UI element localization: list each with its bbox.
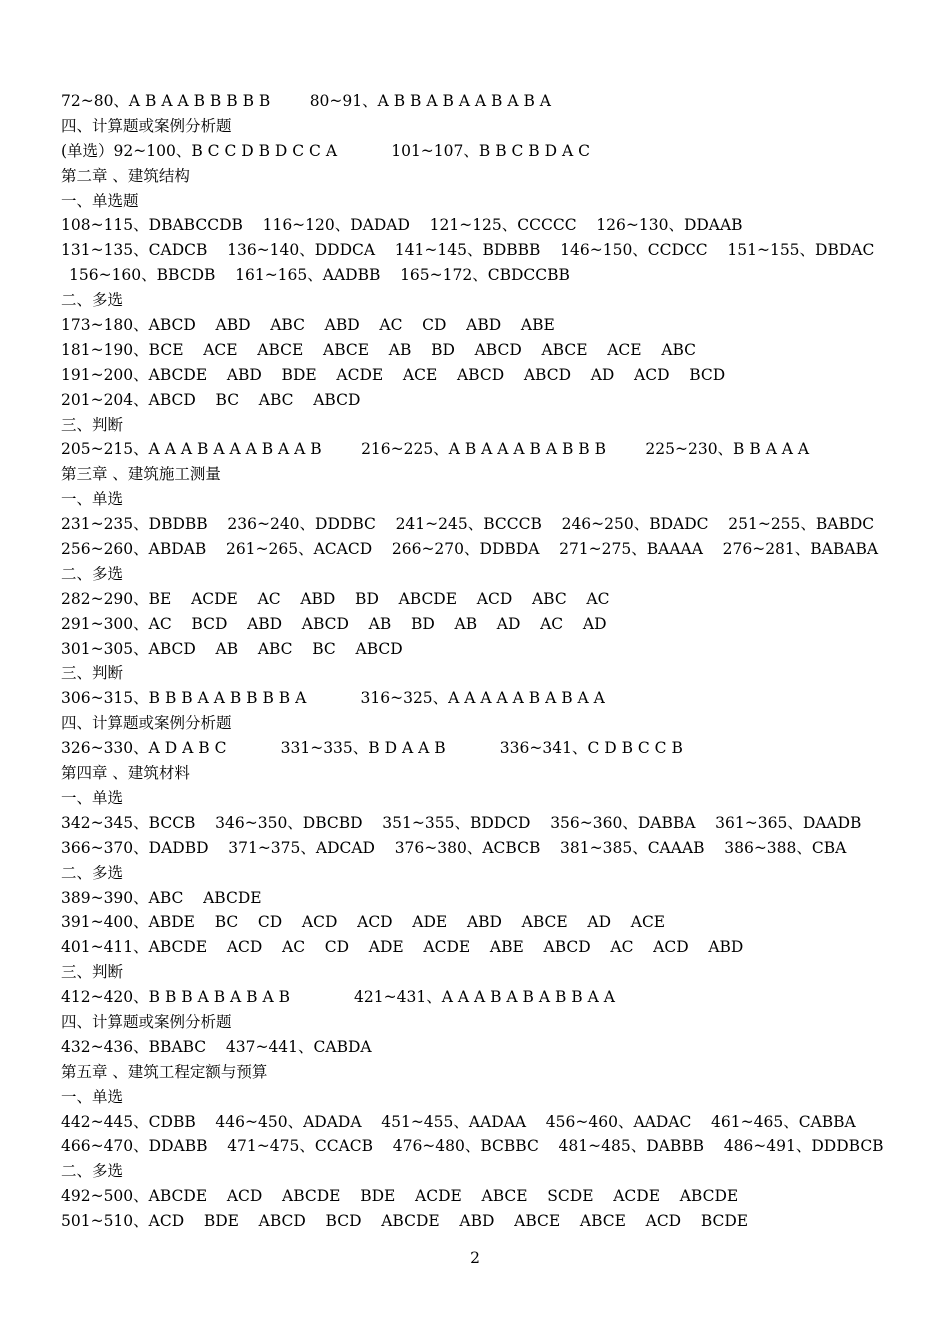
- section-heading: 一、单选: [61, 1087, 124, 1106]
- section-heading: 二、多选: [61, 1162, 124, 1181]
- answer-line: 501~510、ACD BDE ABCD BCD ABCDE ABD ABCE ABCE ACD BCDE: [61, 1212, 749, 1231]
- section-heading: 三、判断: [61, 664, 124, 683]
- section-heading: 四、计算题或案例分析题: [61, 714, 232, 733]
- chapter-heading: 第三章 、建筑施工测量: [61, 465, 221, 484]
- answer-line: 201~204、ABCD BC ABC ABCD: [61, 390, 361, 409]
- answer-line: 391~400、ABDE BC CD ACD ACD ADE ABD ABCE AD ACE: [61, 913, 666, 932]
- chapter-heading: 第二章 、建筑结构: [61, 166, 190, 185]
- answer-line: 181~190、BCE ACE ABCE ABCE AB BD ABCD ABCE ACE ABC: [61, 340, 697, 359]
- answer-line: 432~436、BBABC 437~441、CABDA: [61, 1037, 372, 1056]
- document-body: [61, 89, 921, 1234]
- answer-line: 366~370、DADBD 371~375、ADCAD 376~380、ACBCB 381~385、CAAAB 386~388、CBA: [61, 838, 847, 857]
- section-heading: 一、单选题: [61, 191, 139, 210]
- answer-line: 205~215、A A A B A A A B A A B 216~225、A B A A A B A B B B 225~230、B B A A A: [61, 440, 810, 459]
- answer-line: 231~235、DBDBB 236~240、DDDBC 241~245、BCCCB 246~250、BDADC 251~255、BABDC: [61, 515, 875, 534]
- section-heading: 二、多选: [61, 863, 124, 882]
- answer-line: 282~290、BE ACDE AC ABD BD ABCDE ACD ABC AC: [61, 589, 610, 608]
- answer-line: 156~160、BBCDB 161~165、AADBB 165~172、CBDCCBB: [69, 266, 570, 285]
- chapter-heading: 第四章 、建筑材料: [61, 764, 190, 783]
- answer-line: 389~390、ABC ABCDE: [61, 888, 262, 907]
- answer-line: 256~260、ABDAB 261~265、ACACD 266~270、DDBDA 271~275、BAAAA 276~281、BABABA: [61, 540, 879, 559]
- answer-line: 108~115、DBABCCDB 116~120、DADAD 121~125、CCCCC 126~130、DDAAB: [61, 216, 743, 235]
- answer-line: 173~180、ABCD ABD ABC ABD AC CD ABD ABE: [61, 316, 555, 335]
- section-heading: 一、单选: [61, 788, 124, 807]
- section-heading: 二、多选: [61, 291, 124, 310]
- section-heading: 二、多选: [61, 564, 124, 583]
- answer-line: 291~300、AC BCD ABD ABCD AB BD AB AD AC AD: [61, 614, 607, 633]
- answer-line: (单选）92~100、B C C D B D C C A 101~107、B B C B D A C: [61, 141, 590, 160]
- answer-line: 412~420、B B B A B A B A B 421~431、A A A B A B A B B A A: [61, 988, 615, 1007]
- section-heading: 三、判断: [61, 963, 124, 982]
- answer-line: 326~330、A D A B C 331~335、B D A A B 336~341、C D B C C B: [61, 739, 683, 758]
- answer-line: 492~500、ABCDE ACD ABCDE BDE ACDE ABCE SCDE ACDE ABCDE: [61, 1187, 739, 1206]
- section-heading: 四、计算题或案例分析题: [61, 1012, 232, 1031]
- answer-line: 401~411、ABCDE ACD AC CD ADE ACDE ABE ABCD AC ACD ABD: [61, 938, 744, 957]
- answer-line: 301~305、ABCD AB ABC BC ABCD: [61, 639, 403, 658]
- section-heading: 四、计算题或案例分析题: [61, 116, 232, 135]
- answer-line: 306~315、B B B A A B B B B A 316~325、A A A A A B A B A A: [61, 689, 605, 708]
- section-heading: 三、判断: [61, 415, 124, 434]
- chapter-heading: 第五章 、建筑工程定额与预算: [61, 1062, 268, 1081]
- answer-line: 466~470、DDABB 471~475、CCACB 476~480、BCBBC 481~485、DABBB 486~491、DDDBCB: [61, 1137, 884, 1156]
- section-heading: 一、单选: [61, 490, 124, 509]
- answer-line: 72~80、A B A A B B B B B 80~91、A B B A B A A B A B A: [61, 92, 552, 110]
- answer-line: 131~135、CADCB 136~140、DDDCA 141~145、BDBBB 146~150、CCDCC 151~155、DBDAC: [61, 241, 875, 260]
- answer-line: 342~345、BCCB 346~350、DBCBD 351~355、BDDCD 356~360、DABBA 361~365、DAADB: [61, 813, 862, 832]
- answer-line: 191~200、ABCDE ABD BDE ACDE ACE ABCD ABCD AD ACD BCD: [61, 365, 726, 384]
- answer-line: 442~445、CDBB 446~450、ADADA 451~455、AADAA 456~460、AADAC 461~465、CABBA: [61, 1112, 856, 1131]
- page-number: 2: [470, 1249, 480, 1267]
